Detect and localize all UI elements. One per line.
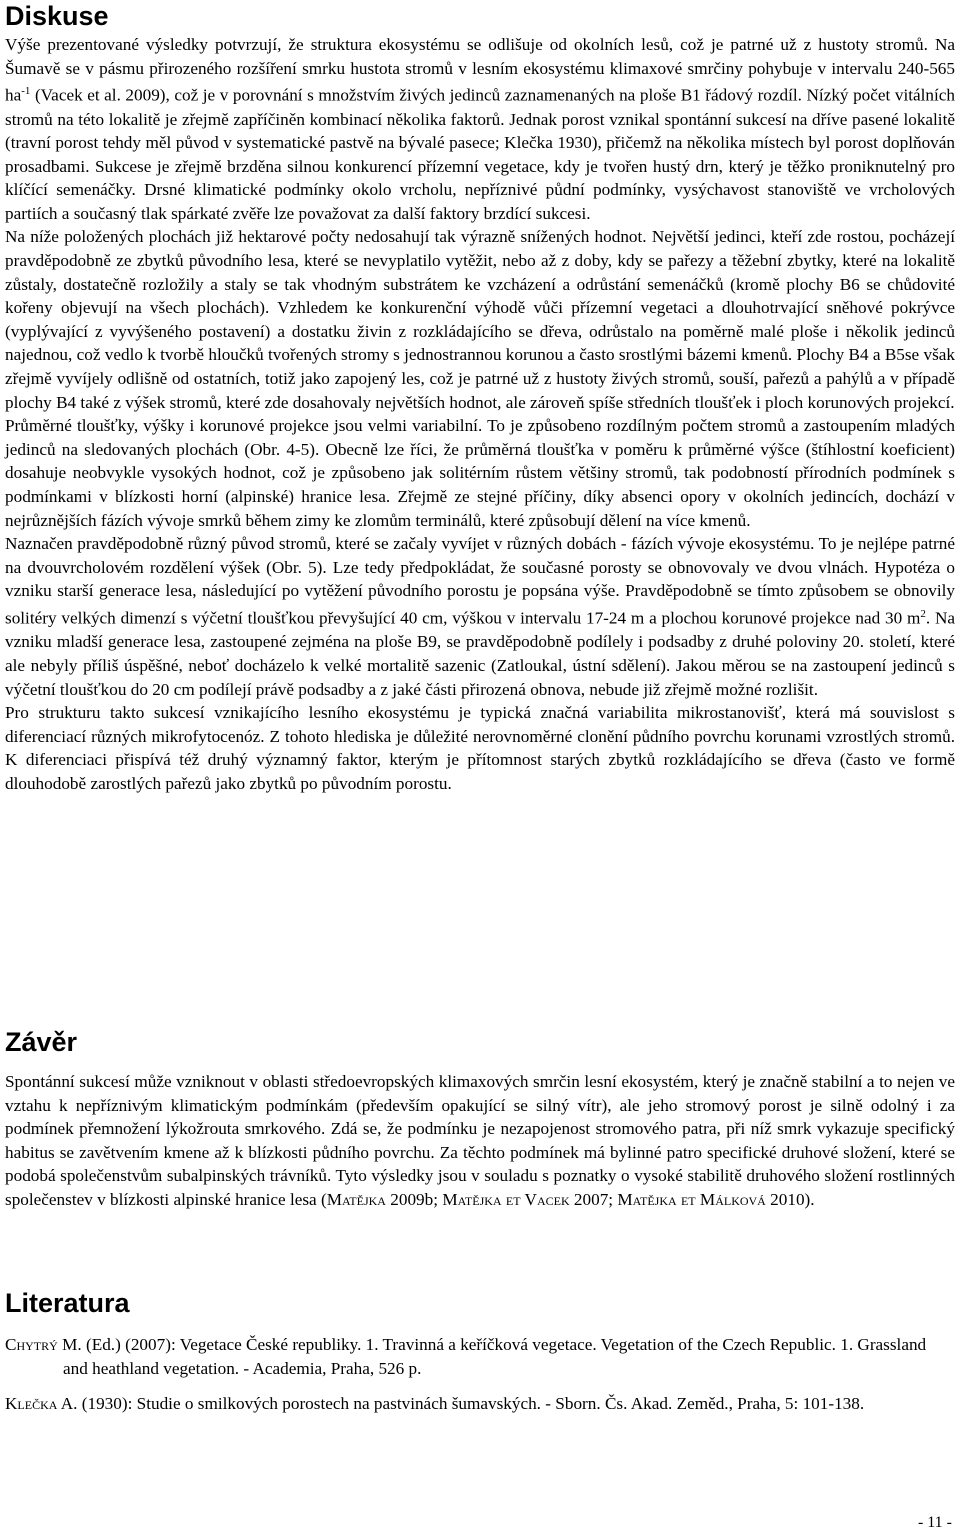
reference-list: [5, 1333, 955, 1428]
paragraph: Spontánní sukcesí může vzniknout v oblasti středoevropských klimaxových smrčin lesní ekosystém, který je značně stabilní a to nejen ve vztahu k nepříznivým klimatickým podmínkám (především opakující se silný vítr), ale jeho stromový porost je silně odolný i za podmínek přemnožení lýkožrouta smrkového. Zdá se, že podmínku je nezapojenost stromového patra, při níž smrk vykazuje specifický habitus se zavětvením kmene až k blízkosti půdního povrchu. Za těchto podmínek má bylinné patro specifické druhové složení, které se podobá společenstvům subalpinských trávníků. Tyto výsledky jsou v souladu s poznatky o vysoké stabilitě druhového složení rostlinných společenstev v blízkosti alpinské hranice lesa (Matějka 2009b; Matějka et Vacek 2007; Matějka et Málková 2010).: [5, 1072, 955, 1209]
paragraph: Naznačen pravděpodobně různý původ stromů, které se začaly vyvíjet v různých dobách - fázích vývoje ekosystému. To je nejlépe patrné na dvouvrcholovém rozdělení výšek (Obr. 5). Lze tedy předpokládat, že současné porosty se obnovovaly ve dvou vlnách. Hypotéza o vzniku starší generace lesa, následující po vytěžení původního porostu je popsána výše. Pravděpodobně se tímto způsobem se obnovily solitéry velkých dimenzí s výčetní tloušťkou převyšující 40 cm, výškou v intervalu 17-24 m a plochou korunové projekce nad 30 $m^2$. Na vzniku mladší generace lesa, zastoupené zejména na ploše B9, se pravděpodobně podílely i podsadby z druhé poloviny 20. století, které ale nebyly příliš úspěšné, neboť docházelo k velké mortalitě sazenic (Zatloukal, ústní sdělení). Jakou měrou se na zastoupení jedinců s výčetní tloušťkou do 20 cm podílejí právě podsadby a z jaké části přirozená obnova, nebude již zřejmě možné rozlišit.: [5, 534, 955, 699]
page-number: - 11 -: [917, 1514, 952, 1531]
section-heading-literatura: Literatura: [5, 1288, 130, 1318]
reference-item: Chytrý M. (Ed.) (2007): Vegetace České republiky. 1. Travinná a keříčková vegetace. Vegetation of the Czech Republic. 1. Grassland and heathland vegetation. - Academia, Praha, 526 p.: [5, 1335, 927, 1378]
reference-item: Klečka A. (1930): Studie o smilkových porostech na pastvinách šumavských. - Sborn. Čs. Akad. Zeměd., Praha, 5: 101-138.: [5, 1394, 865, 1414]
paragraph: Pro strukturu takto sukcesí vznikajícího lesního ekosystému je typická značná variabilita mikrostanovišť, která má souvislost s diferenciací různých mikrofytocenóz. Z tohoto hlediska je důležité nerovnoměrné clonění půdního povrchu korunami vzrostlých stromů. K diferenciaci přispívá též druhý významný faktor, kterým je přítomnost starých zbytků rozkládajícího se dřeva (často ve formě dlouhodobě zarostlých pařezů jako zbytků po původním porostu.: [5, 703, 955, 793]
section-heading-diskuse: Diskuse: [5, 1, 109, 31]
paragraph: Na níže položených plochách již hektarové počty nedosahují tak výrazně snížených hodnot. Největší jedinci, kteří zde rostou, pocházejí pravděpodobně ze zbytků původního lesa, které se nevyplatilo vytěžit, nebo až z doby, kdy se pařezy a těžební zbytky, které na lokalitě zůstaly, dostatečně rozložily a staly se tak vhodným substrátem ke vzcházení a odrůstání semenáčků (kromě plochy B6 se chůdovité kořeny objevují na všech plochách). Vzhledem ke konkurenční výhodě vůči přízemní vegetaci a dlouhotrvající sněhové pokrývce (vyplývající z vyvýšeného postavení) a dostatku živin z rozkládajícího se dřeva, odrůstalo na poměrně malé ploše i několik jedinců najednou, což vedlo k tvorbě hloučků tvořených stromy s jednostrannou korunou a často srostlými bázemi kmenů. Plochy B4 a B5se však zřejmě vyvíjely odlišně od ostatních, totiž jako zapojený les, což je patrné už z hustoty živých stromů, souší, pařezů a pahýlů a v případě plochy B4 také z výšek stromů, které zde dosahovaly největších hodnot, ale zároveň spíše středních tloušťek i ploch korunových projekcí.: [5, 227, 955, 412]
zaver-body: [5, 1070, 955, 1212]
section-heading-zaver: Závěr: [5, 1027, 78, 1057]
paragraph: Průměrné tloušťky, výšky i korunové projekce jsou velmi variabilní. To je způsobeno rozdílným počtem stromů a zastoupením mladých jedinců na sledovaných plochách (Obr. 4-5). Obecně lze říci, že průměrná tloušťka v poměru k průměrné výšce (štíhlostní koeficient) dosahuje neobvykle vysokých hodnot, což je způsobeno jak solitérním růstem většiny stromů, tak podobností přírodních podmínek s podmínkami v blízkosti horní (alpinské) hranice lesa. Zřejmě ze stejné příčiny, díky absenci opory v okolních jedincích, dochází v nejrůznějších fázích vývoje smrků během zimy ke zlomům terminálů, které způsobují dělení na více kmenů.: [5, 416, 955, 530]
diskuse-body: [5, 33, 955, 795]
paragraph: Výše prezentované výsledky potvrzují, že struktura ekosystému se odlišuje od okolních lesů, což je patrné už z hustoty stromů. Na Šumavě se v pásmu přirozeného rozšíření smrku hustota stromů v lesním ekosystému klimaxové smrčiny pohybuje v intervalu 240-565 $ha^{-1}$ (Vacek et al. 2009), což je v porovnání s množstvím živých jedinců zaznamenaných na ploše B1 řádový rozdíl. Nízký počet vitálních stromů na této lokalitě je zřejmě zapříčiněn kombinací několika faktorů. Jednak porost vznikal spontánní sukcesí na dříve pasené lokalitě (travní porost tehdy měl původ v systematické pastvě na bývalé pasece; Klečka 1930), přičemž na několika místech byl porost doplňován prosadbami. Sukcese je zřejmě brzděna silnou konkurencí přízemní vegetace, kdy je tvořen hustý drn, který je těžko proniknutelný pro klíčící semenáčky. Drsné klimatické podmínky okolo vrcholu, nepříznivé půdní podmínky, vysýchavost stanoviště ve vrcholových partiích a současný tlak spárkaté zvěře lze považovat za další faktory brzdící sukcesi.: [5, 35, 955, 223]
